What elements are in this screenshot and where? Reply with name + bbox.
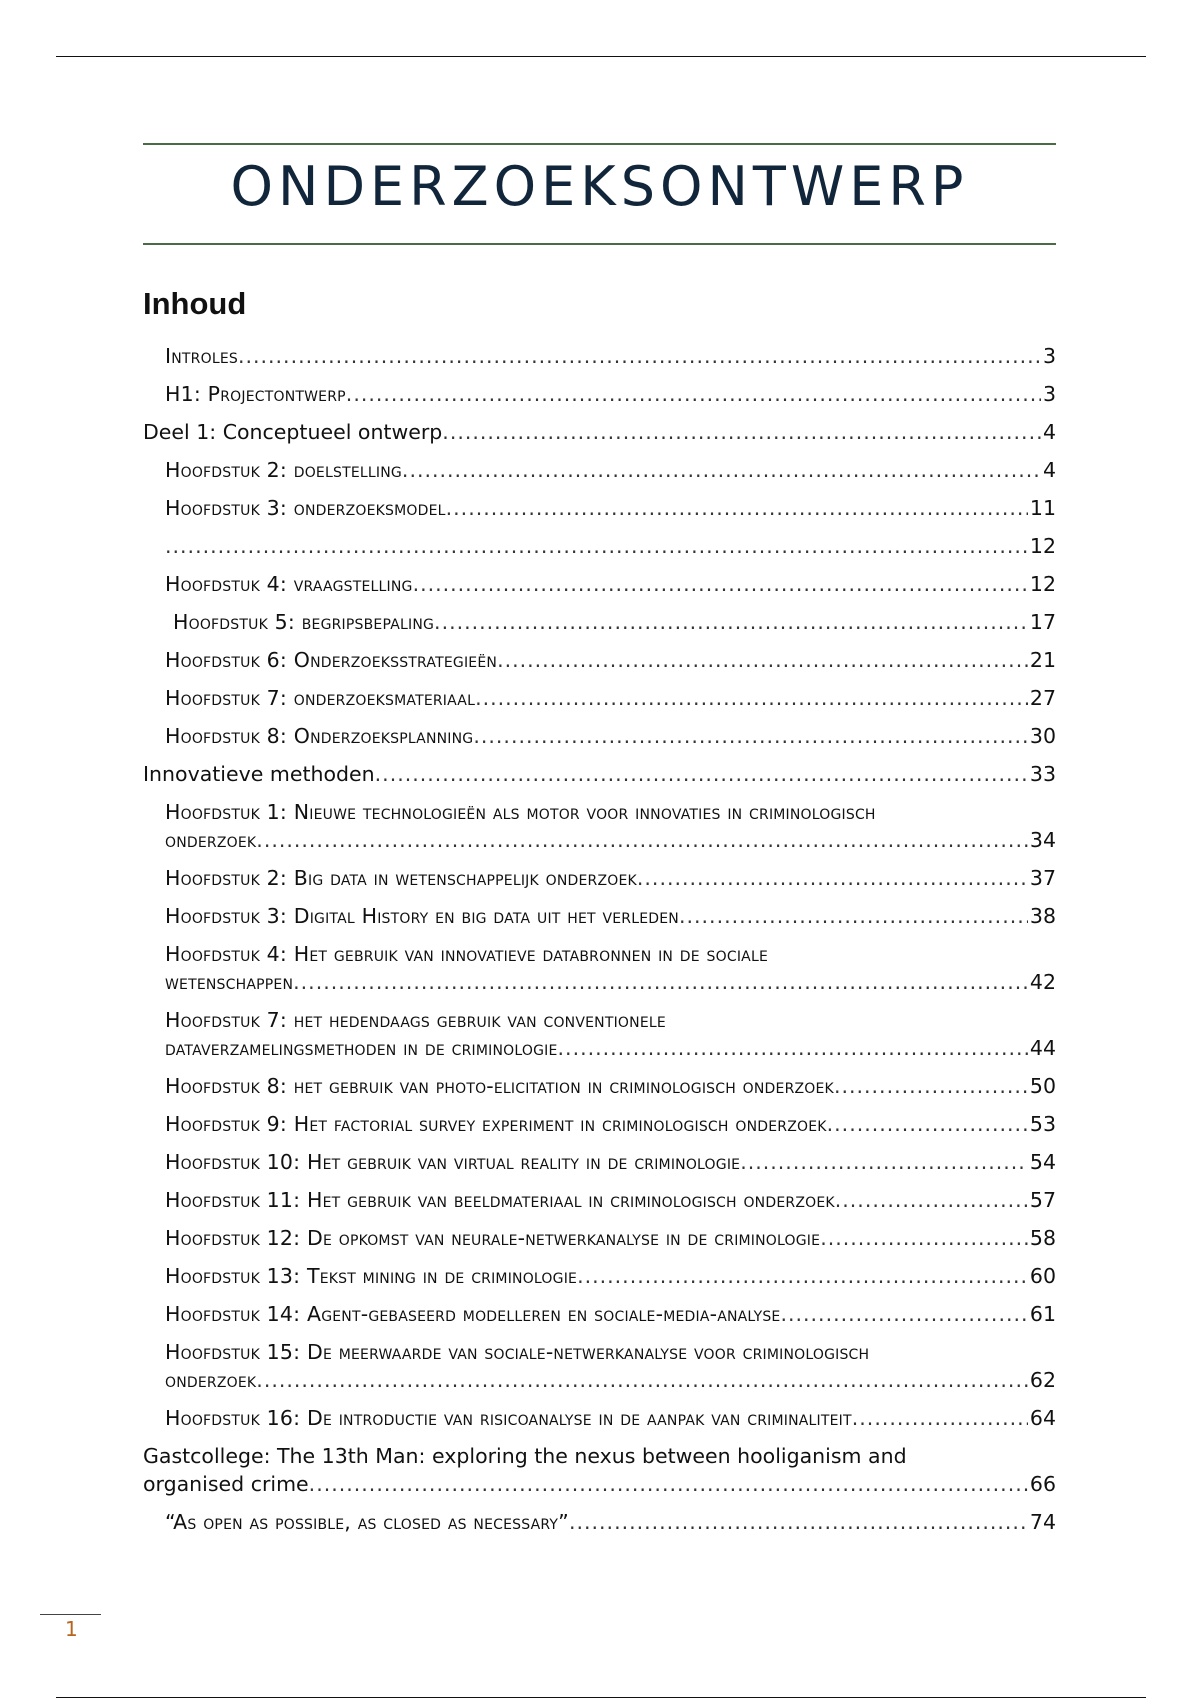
toc-page-number: 42 — [1029, 970, 1056, 994]
toc-page-number: 60 — [1029, 1264, 1056, 1288]
document-title: ONDERZOEKSONTWERP — [230, 155, 969, 218]
toc-entry-h1-projectontwerp[interactable] — [143, 380, 1056, 408]
toc-page-number: 61 — [1029, 1302, 1056, 1326]
toc-leader — [740, 1148, 1028, 1176]
toc-leader — [835, 1186, 1028, 1214]
toc-entry-label: Hoofdstuk 6: Onderzoeksstrategieën — [165, 648, 498, 672]
toc-entry-label: Hoofdstuk 12: De opkomst van neurale-netwerkanalyse in de criminologie — [165, 1226, 821, 1250]
toc-entry-label: H1: Projectontwerp — [165, 382, 346, 406]
toc-entry-label: Hoofdstuk 9: Het factorial survey experiment in criminologisch onderzoek — [165, 1112, 827, 1136]
toc-page-number: 58 — [1029, 1226, 1056, 1250]
toc-page-number: 33 — [1029, 762, 1056, 786]
toc-page-number: 66 — [1029, 1472, 1056, 1496]
toc-entry-label: Hoofdstuk 16: De introductie van risicoanalyse in de aanpak van criminaliteit — [165, 1406, 852, 1430]
toc-leader — [375, 760, 1028, 788]
toc-page-number: 27 — [1029, 686, 1056, 710]
table-of-contents — [143, 342, 1056, 1546]
toc-entry-im-hoofdstuk-13[interactable] — [143, 1262, 1056, 1290]
toc-entry-label: “As open as possible, as closed as necessary” — [165, 1510, 569, 1534]
toc-entry-label: Hoofdstuk 2: Big data in wetenschappelijk onderzoek — [165, 866, 637, 890]
toc-entry-im-hoofdstuk-7[interactable] — [143, 1006, 1056, 1062]
toc-entry-label: Hoofdstuk 3: Digital History en big data uit het verleden — [165, 904, 679, 928]
toc-leader — [637, 864, 1028, 892]
toc-leader — [346, 380, 1041, 408]
toc-leader — [442, 418, 1041, 446]
toc-page-number: 62 — [1029, 1368, 1056, 1392]
toc-entry-as-open-as-possible[interactable] — [143, 1508, 1056, 1536]
toc-entry-label-continued: onderzoek — [165, 828, 257, 852]
toc-entry-deel-1[interactable] — [143, 418, 1056, 446]
toc-entry-label-continued: wetenschappen — [165, 970, 294, 994]
toc-entry-label: Hoofdstuk 7: onderzoeksmateriaal — [165, 686, 476, 710]
toc-entry-hoofdstuk-7[interactable] — [143, 684, 1056, 712]
toc-page-number: 12 — [1029, 572, 1056, 596]
toc-leader — [679, 902, 1028, 930]
toc-leader — [256, 826, 1028, 854]
toc-leader — [475, 684, 1028, 712]
title-bottom-rule — [143, 243, 1056, 245]
toc-page-number: 34 — [1029, 828, 1056, 852]
toc-entry-im-hoofdstuk-1[interactable] — [143, 798, 1056, 854]
toc-entry-label: Hoofdstuk 4: vraagstelling — [165, 572, 413, 596]
toc-entry-im-hoofdstuk-12[interactable] — [143, 1224, 1056, 1252]
toc-leader — [820, 1224, 1028, 1252]
toc-leader — [256, 1366, 1028, 1394]
toc-entry-label: Introles — [165, 344, 238, 368]
toc-entry-introles[interactable] — [143, 342, 1056, 370]
toc-leader — [827, 1110, 1028, 1138]
toc-page-number: 37 — [1029, 866, 1056, 890]
toc-entry-label: Hoofdstuk 11: Het gebruik van beeldmateriaal in criminologisch onderzoek — [165, 1188, 835, 1212]
toc-page-number: 4 — [1042, 458, 1056, 482]
toc-entry-hoofdstuk-3[interactable] — [143, 494, 1056, 522]
toc-entry-im-hoofdstuk-9[interactable] — [143, 1110, 1056, 1138]
toc-entry-label: Hoofdstuk 7: het hedendaags gebruik van conventionele — [165, 1008, 666, 1032]
toc-leader — [413, 570, 1028, 598]
toc-entry-label: Hoofdstuk 14: Agent-gebaseerd modelleren en sociale-media-analyse — [165, 1302, 781, 1326]
toc-entry-label-continued: onderzoek — [165, 1368, 257, 1392]
toc-heading: Inhoud — [143, 286, 247, 321]
toc-entry-label: Hoofdstuk 8: Onderzoeksplanning — [165, 724, 474, 748]
toc-entry-im-hoofdstuk-15[interactable] — [143, 1338, 1056, 1394]
toc-page-number: 53 — [1029, 1112, 1056, 1136]
toc-leader — [852, 1404, 1028, 1432]
toc-entry-hoofdstuk-5[interactable] — [143, 608, 1056, 636]
toc-entry-label-continued: organised crime — [143, 1472, 309, 1496]
toc-entry-im-hoofdstuk-11[interactable] — [143, 1186, 1056, 1214]
toc-entry-empty[interactable] — [143, 532, 1056, 560]
toc-entry-innovatieve-methoden[interactable] — [143, 760, 1056, 788]
toc-page-number: 21 — [1029, 648, 1056, 672]
toc-entry-label: Hoofdstuk 5: begripsbepaling — [173, 610, 435, 634]
toc-entry-im-hoofdstuk-4[interactable] — [143, 940, 1056, 996]
toc-entry-label-continued: dataverzamelingsmethoden in de criminologie — [165, 1036, 558, 1060]
toc-leader — [577, 1262, 1028, 1290]
toc-leader — [165, 532, 1028, 560]
toc-page-number: 44 — [1029, 1036, 1056, 1060]
toc-entry-label: Hoofdstuk 3: onderzoeksmodel — [165, 496, 446, 520]
toc-entry-im-hoofdstuk-16[interactable] — [143, 1404, 1056, 1432]
toc-entry-label: Deel 1: Conceptueel ontwerp — [143, 420, 443, 444]
toc-page-number: 12 — [1029, 534, 1056, 558]
toc-leader — [569, 1508, 1028, 1536]
toc-page-number: 17 — [1029, 610, 1056, 634]
footer-rule — [40, 1614, 101, 1615]
toc-page-number: 3 — [1042, 382, 1056, 406]
toc-page-number: 57 — [1029, 1188, 1056, 1212]
toc-entry-hoofdstuk-2[interactable] — [143, 456, 1056, 484]
page-number: 1 — [65, 1617, 78, 1641]
toc-page-number: 3 — [1042, 344, 1056, 368]
toc-entry-label: Hoofdstuk 4: Het gebruik van innovatieve databronnen in de sociale — [165, 942, 768, 966]
title-top-rule — [143, 143, 1056, 145]
toc-entry-im-hoofdstuk-14[interactable] — [143, 1300, 1056, 1328]
toc-entry-label: Hoofdstuk 13: Tekst mining in de criminologie — [165, 1264, 578, 1288]
toc-entry-label: Hoofdstuk 10: Het gebruik van virtual reality in de criminologie — [165, 1150, 741, 1174]
toc-leader — [238, 342, 1041, 370]
toc-entry-hoofdstuk-6[interactable] — [143, 646, 1056, 674]
toc-entry-im-hoofdstuk-3[interactable] — [143, 902, 1056, 930]
toc-leader — [402, 456, 1041, 484]
toc-leader — [497, 646, 1028, 674]
toc-page-number: 38 — [1029, 904, 1056, 928]
toc-entry-label: Hoofdstuk 15: De meerwaarde van sociale-netwerkanalyse voor criminologisch — [165, 1340, 870, 1364]
toc-page-number: 4 — [1042, 420, 1056, 444]
toc-entry-label: Innovatieve methoden — [143, 762, 375, 786]
toc-page-number: 64 — [1029, 1406, 1056, 1430]
toc-entry-label: Hoofdstuk 8: het gebruik van photo-elicitation in criminologisch onderzoek — [165, 1074, 834, 1098]
toc-entry-im-hoofdstuk-8[interactable] — [143, 1072, 1056, 1100]
toc-leader — [446, 494, 1028, 522]
toc-page-number: 54 — [1029, 1150, 1056, 1174]
toc-entry-label: Gastcollege: The 13th Man: exploring the nexus between hooliganism and — [143, 1444, 907, 1468]
toc-leader — [434, 608, 1028, 636]
toc-leader — [834, 1072, 1028, 1100]
toc-leader — [293, 968, 1028, 996]
toc-page-number: 50 — [1029, 1074, 1056, 1098]
toc-entry-gastcollege[interactable] — [143, 1442, 1056, 1498]
toc-entry-im-hoofdstuk-10[interactable] — [143, 1148, 1056, 1176]
toc-page-number: 11 — [1029, 496, 1056, 520]
toc-entry-hoofdstuk-4[interactable] — [143, 570, 1056, 598]
toc-entry-label: Hoofdstuk 2: doelstelling — [165, 458, 402, 482]
page-top-rule — [56, 56, 1146, 57]
toc-entry-im-hoofdstuk-2[interactable] — [143, 864, 1056, 892]
toc-page-number: 74 — [1029, 1510, 1056, 1534]
toc-entry-hoofdstuk-8[interactable] — [143, 722, 1056, 750]
toc-leader — [780, 1300, 1027, 1328]
toc-leader — [473, 722, 1028, 750]
page-bottom-rule — [56, 1697, 1146, 1698]
toc-leader — [558, 1034, 1028, 1062]
toc-entry-label: Hoofdstuk 1: Nieuwe technologieën als motor voor innovaties in criminologisch — [165, 800, 876, 824]
toc-leader — [309, 1470, 1028, 1498]
toc-page-number: 30 — [1029, 724, 1056, 748]
